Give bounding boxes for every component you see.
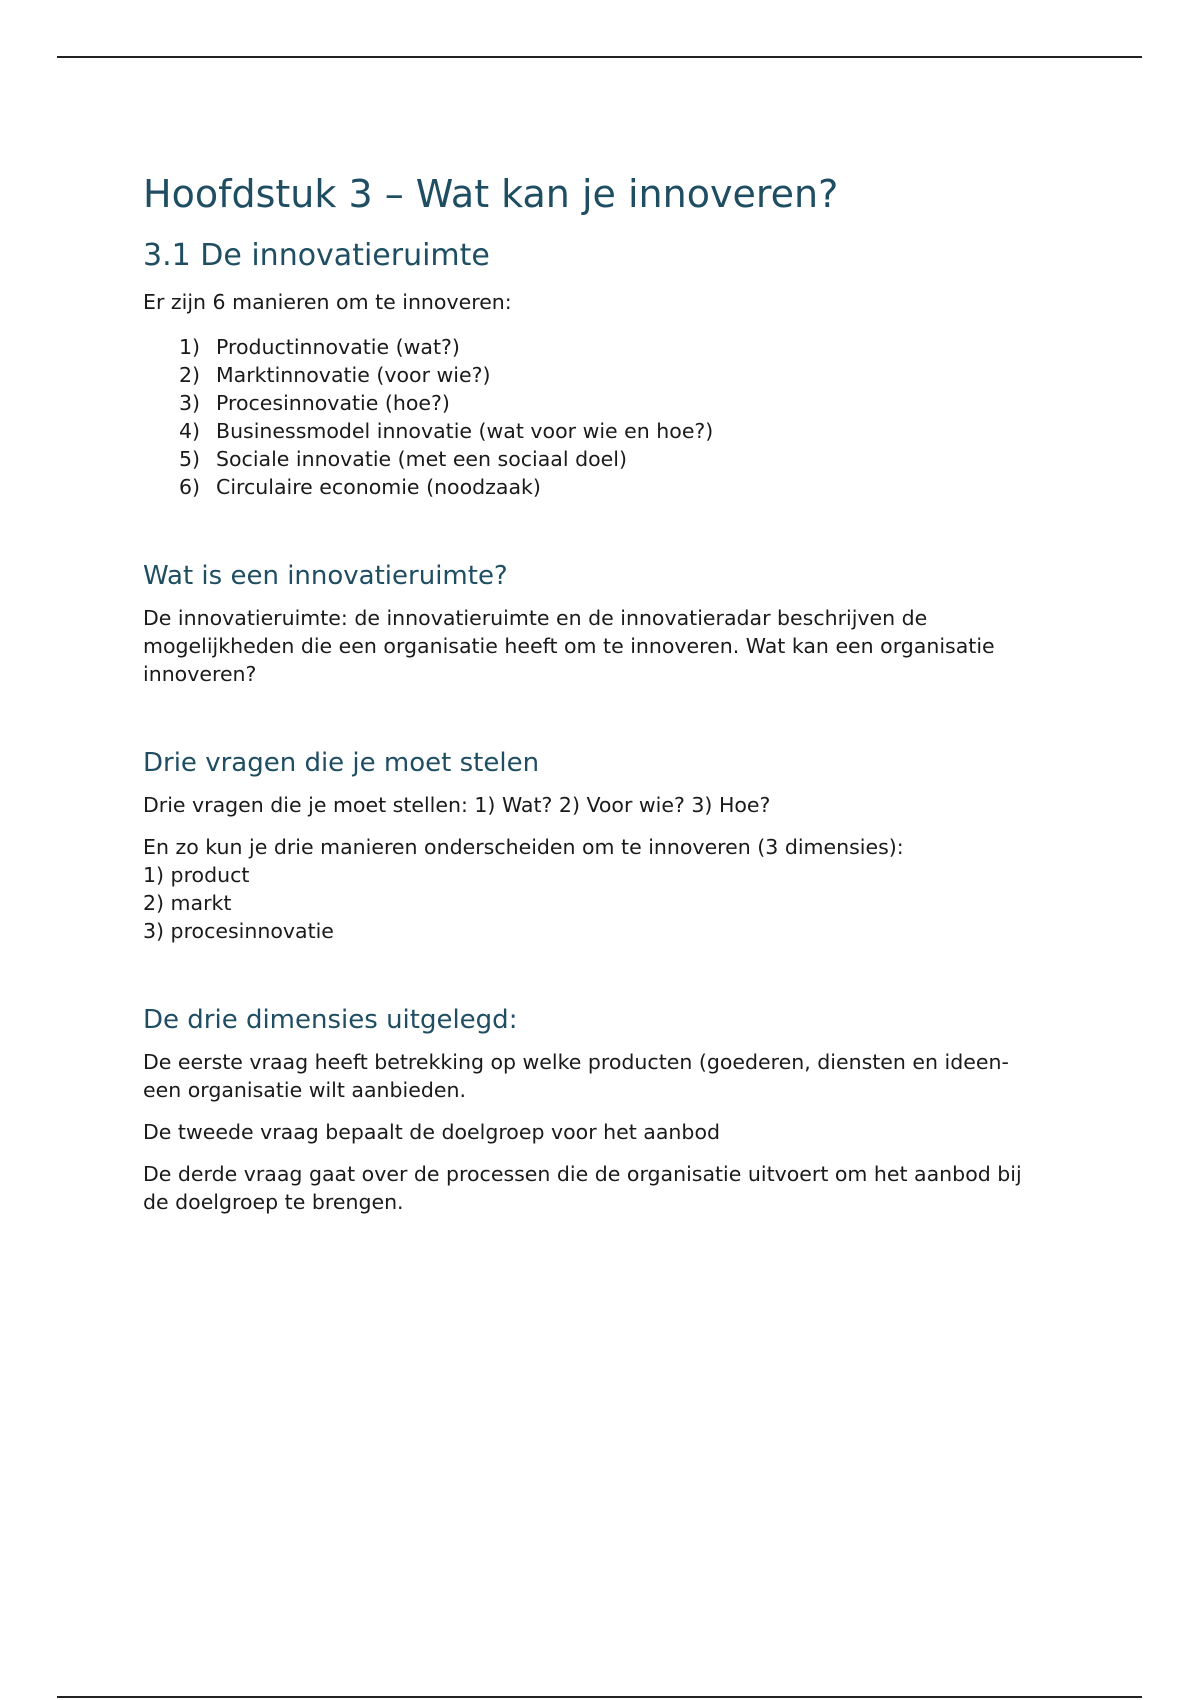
list-item: 2) markt	[143, 890, 232, 915]
section-heading-dimensies: De drie dimensies uitgelegd:	[143, 1004, 518, 1035]
list-item: 2) Marktinnovatie (voor wie?)	[179, 362, 491, 387]
paragraph-wat-is: De innovatieruimte: de innovatieruimte en de innovatieradar beschrijven de mogelijkheden die een organisatie heeft om te innoveren. Wat kan een organisatie innoveren?	[143, 605, 995, 686]
section-heading-innovatieruimte: 3.1 De innovatieruimte	[143, 237, 490, 273]
list-item: 1) Productinnovatie (wat?)	[179, 334, 460, 359]
paragraph-drie-vragen: Drie vragen die je moet stellen: 1) Wat? 2) Voor wie? 3) Hoe?	[143, 792, 771, 817]
list-item: 6) Circulaire economie (noodzaak)	[179, 474, 541, 499]
list-item: 3) procesinnovatie	[143, 918, 334, 943]
intro-text: Er zijn 6 manieren om te innoveren:	[143, 289, 512, 314]
bottom-rule	[57, 1696, 1142, 1698]
innovation-types-list	[143, 333, 1043, 501]
paragraph-eerste-vraag: De eerste vraag heeft betrekking op welke producten (goederen, diensten en ideen- een organisatie wilt aanbieden.	[143, 1050, 1009, 1103]
page-title: Hoofdstuk 3 – Wat kan je innoveren?	[143, 172, 839, 216]
list-item: 5) Sociale innovatie (met een sociaal doel)	[179, 446, 627, 471]
dimensions-list	[143, 861, 1043, 945]
section-heading-wat-is: Wat is een innovatieruimte?	[143, 560, 508, 591]
top-rule	[57, 56, 1142, 58]
document-body	[143, 172, 1043, 1216]
list-item: 1) product	[143, 862, 250, 887]
section-heading-drie-vragen: Drie vragen die je moet stelen	[143, 747, 540, 778]
list-item: 4) Businessmodel innovatie (wat voor wie en hoe?)	[179, 418, 714, 443]
paragraph-derde-vraag: De derde vraag gaat over de processen die de organisatie uitvoert om het aanbod bij de doelgroep te brengen.	[143, 1162, 1022, 1215]
list-item: 3) Procesinnovatie (hoe?)	[179, 390, 450, 415]
paragraph-tweede-vraag: De tweede vraag bepaalt de doelgroep voor het aanbod	[143, 1120, 720, 1145]
paragraph-dimensies-intro: En zo kun je drie manieren onderscheiden om te innoveren (3 dimensies):	[143, 834, 904, 859]
